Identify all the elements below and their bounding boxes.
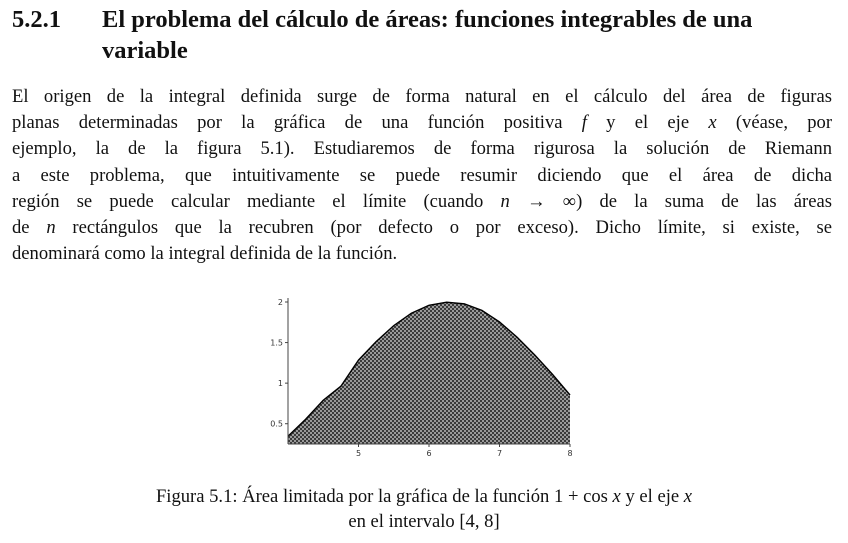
paragraph-line: denominará como la integral definida de la función. [12,243,398,265]
paragraph-line: planas determinadas por la gráfica de una función positiva f y el eje x (véase, por [12,112,833,134]
section-number: 5.2.1 [12,6,61,33]
x-tick-label: 8 [567,449,573,458]
paragraph-line: a este problema, que intuitivamente se puede resumir diciendo que el área de dicha [12,164,832,186]
section-title: El problema del cálculo de áreas: funciones integrables de una variable [102,6,753,64]
paragraph-line: ejemplo, la de la figura 5.1). Estudiaremos de forma rigurosa la solución de Riemann [12,138,832,160]
paragraph-line: El origen de la integral definida surge de forma natural en el cálculo del área de figuras [12,86,832,107]
caption-line-1: Figura 5.1: Área limitada por la gráfica de la función 1 + cos x y el eje x [155,486,693,507]
area-chart [262,292,582,464]
area-fill [288,302,570,444]
figure-caption [0,484,848,534]
x-tick-label: 7 [496,449,503,458]
paragraph-line: de n rectángulos que la recubren (por defecto o por exceso). Dicho límite, si existe, se [12,217,832,239]
y-tick-label: 1 [277,379,283,389]
caption-line-2: en el intervalo [4, 8] [348,511,500,532]
y-tick-label: 2 [277,298,283,307]
x-tick-label: 6 [426,449,432,458]
y-tick-label: 1.5 [270,338,283,348]
y-tick-label: 0.5 [270,419,283,429]
body-paragraph [12,84,832,267]
section-heading [12,4,838,66]
paragraph-line: región se puede calcular mediante el límite (cuando n → ∞) de la suma de las áreas [12,190,832,212]
plot-area [270,298,572,458]
x-tick-label: 5 [355,449,362,458]
